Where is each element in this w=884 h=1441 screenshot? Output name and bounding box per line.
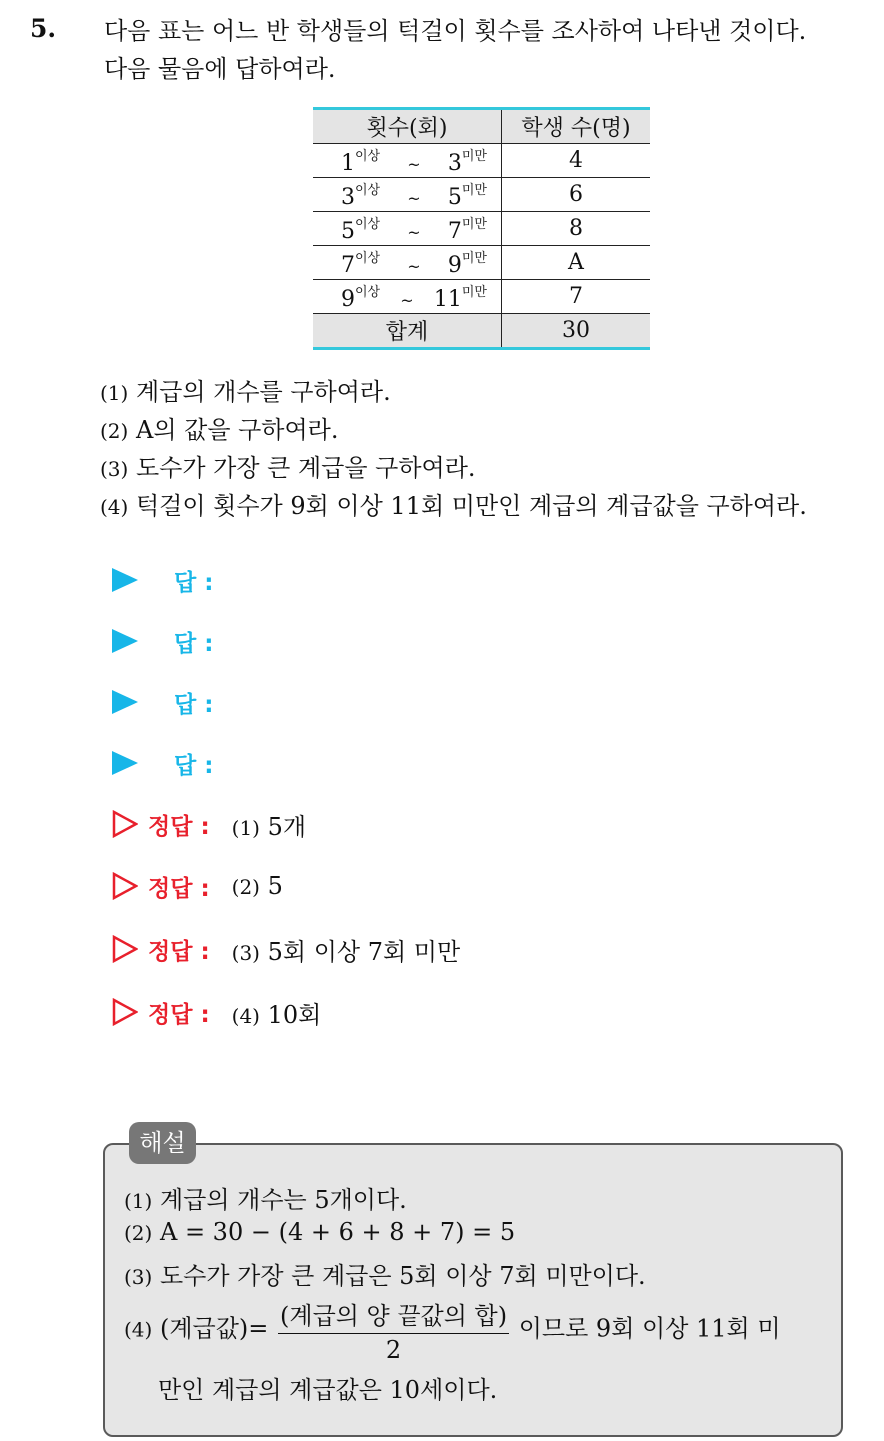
frequency-cell: 7 <box>502 280 651 314</box>
range-tilde: ~ <box>407 189 421 208</box>
outline-triangle-icon <box>112 810 138 838</box>
explanation-line-1 <box>124 1180 407 1215</box>
answer-prompt-1[interactable] <box>112 560 213 600</box>
range-to-sup: 미만 <box>461 251 487 266</box>
range-to-sup: 미만 <box>461 217 487 232</box>
question-text <box>104 12 874 88</box>
solution-4 <box>112 992 321 1032</box>
explanation-text: 도수가 가장 큰 계급은 5회 이상 7회 미만이다. <box>159 1262 646 1290</box>
explanation-number: (4) <box>124 1317 153 1342</box>
range-from: 1 <box>341 151 355 176</box>
solution-number: (3) <box>231 940 260 965</box>
table-row <box>313 212 650 246</box>
solution-text: 5회 이상 7회 미만 <box>267 937 461 966</box>
outline-triangle-icon <box>112 872 138 900</box>
subquestion-1 <box>100 372 391 407</box>
subquestion-number: (4) <box>100 495 129 519</box>
explanation-text: 계급의 개수는 5개이다. <box>159 1186 407 1214</box>
solution-3 <box>112 929 460 969</box>
total-value: 30 <box>502 314 651 349</box>
range-from: 5 <box>341 219 355 244</box>
subquestion-text: 턱걸이 횟수가 9회 이상 11회 미만인 계급의 계급값을 구하여라. <box>135 492 807 520</box>
outline-triangle-icon <box>112 935 138 963</box>
table-row <box>313 246 650 280</box>
frequency-cell: 4 <box>502 144 651 178</box>
table-row <box>313 144 650 178</box>
triangle-arrow-icon <box>112 568 138 592</box>
subquestion-text: A의 값을 구하여라. <box>135 416 339 444</box>
answer-prompt-4[interactable] <box>112 743 213 783</box>
range-to-sup: 미만 <box>461 149 487 164</box>
triangle-arrow-icon <box>112 690 138 714</box>
frequency-table <box>313 107 650 350</box>
solution-label: 정답 : <box>148 813 210 840</box>
solution-text: 10회 <box>267 1000 322 1029</box>
subquestion-4 <box>100 486 807 521</box>
solution-number: (1) <box>231 815 260 840</box>
range-to: 11 <box>433 287 462 312</box>
range-to-sup: 미만 <box>461 285 487 300</box>
explanation-number: (3) <box>124 1265 153 1289</box>
frequency-cell: 8 <box>502 212 651 246</box>
range-to-sup: 미만 <box>461 183 487 198</box>
answer-label: 답 : <box>174 630 214 657</box>
range-tilde: ~ <box>407 155 421 174</box>
range-tilde: ~ <box>407 257 421 276</box>
subquestion-number: (2) <box>100 419 129 443</box>
solution-text: 5 <box>267 872 283 900</box>
solution-label: 정답 : <box>148 1001 210 1028</box>
fraction-numerator: (계급의 양 끝값의 합) <box>278 1296 509 1334</box>
frequency-cell: A <box>502 246 651 280</box>
answer-prompt-3[interactable] <box>112 682 213 722</box>
range-from-sup: 이상 <box>355 251 381 266</box>
answer-prompt-2[interactable] <box>112 621 213 661</box>
explanation-line-5: 만인 계급의 계급값은 10세이다. <box>158 1376 498 1404</box>
subquestion-3 <box>100 448 476 483</box>
solution-number: (4) <box>231 1003 260 1028</box>
explanation-line-4 <box>124 1296 781 1364</box>
header-count-range: 횟수(회) <box>313 109 502 144</box>
table-row <box>313 280 650 314</box>
formula-suffix: 이므로 9회 이상 11회 미 <box>518 1314 781 1343</box>
subquestion-2 <box>100 410 339 445</box>
explanation-number: (1) <box>124 1189 153 1213</box>
range-from-sup: 이상 <box>355 217 381 232</box>
formula-prefix: (계급값)= <box>159 1314 269 1343</box>
range-from-sup: 이상 <box>355 183 381 198</box>
range-from-sup: 이상 <box>355 285 381 300</box>
frequency-cell: 6 <box>502 178 651 212</box>
range-tilde: ~ <box>407 223 421 242</box>
triangle-arrow-icon <box>112 751 138 775</box>
explanation-line-3 <box>124 1256 646 1291</box>
solution-2 <box>112 866 283 906</box>
fraction-denominator: 2 <box>385 1336 402 1364</box>
solution-label: 정답 : <box>148 938 210 965</box>
range-tilde: ~ <box>400 291 414 310</box>
explanation-line-2 <box>124 1218 515 1246</box>
range-to: 7 <box>447 219 462 244</box>
triangle-arrow-icon <box>112 629 138 653</box>
header-student-count: 학생 수(명) <box>502 109 651 144</box>
range-to: 3 <box>447 151 462 176</box>
range-from-sup: 이상 <box>355 149 381 164</box>
range-from: 3 <box>341 185 355 210</box>
table-row <box>313 178 650 212</box>
range-from: 9 <box>341 287 355 312</box>
explanation-tag: 해설 <box>129 1122 196 1164</box>
subquestion-text: 계급의 개수를 구하여라. <box>135 378 391 406</box>
answer-label: 답 : <box>174 569 214 596</box>
question-line-2: 다음 물음에 답하여라. <box>104 55 336 83</box>
range-to: 5 <box>447 185 462 210</box>
total-row <box>313 314 650 349</box>
explanation-number: (2) <box>124 1221 153 1245</box>
explanation-text: A = 30 − (4 + 6 + 8 + 7) = 5 <box>159 1218 516 1246</box>
solution-number: (2) <box>231 875 260 899</box>
solution-label: 정답 : <box>148 875 210 902</box>
solution-1 <box>112 804 306 844</box>
fraction <box>278 1296 509 1364</box>
question-number: 5. <box>30 14 57 43</box>
solution-text: 5개 <box>267 812 307 841</box>
answer-label: 답 : <box>174 752 214 779</box>
outline-triangle-icon <box>112 998 138 1026</box>
subquestion-text: 도수가 가장 큰 계급을 구하여라. <box>135 454 476 482</box>
range-to: 9 <box>447 253 462 278</box>
subquestion-number: (1) <box>100 381 129 405</box>
total-label: 합계 <box>313 314 502 349</box>
answer-label: 답 : <box>174 691 214 718</box>
range-from: 7 <box>341 253 355 278</box>
question-line-1: 다음 표는 어느 반 학생들의 턱걸이 횟수를 조사하여 나타낸 것이다. <box>104 17 807 45</box>
subquestion-number: (3) <box>100 457 129 481</box>
